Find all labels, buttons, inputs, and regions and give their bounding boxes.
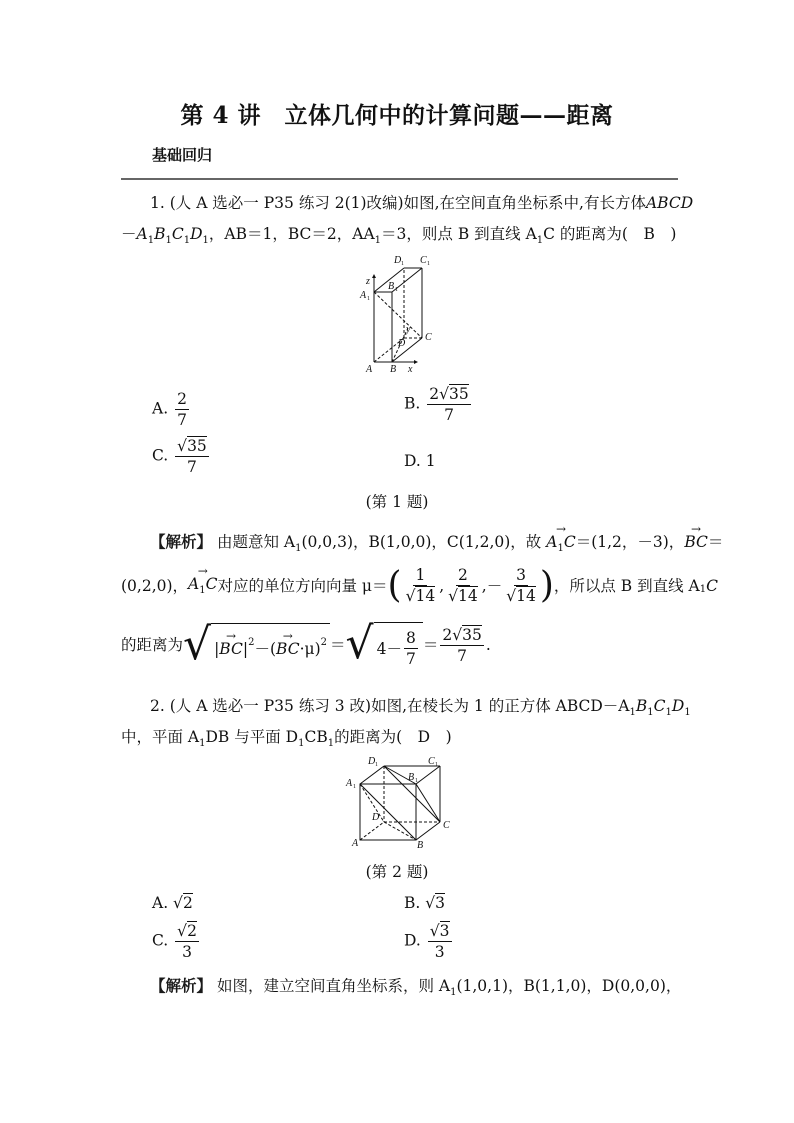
label-A1-sub: 1 xyxy=(367,296,370,302)
q2-line2: 中，平面 $A_1DB$ 与平面 $D_1CB_1$的距离为( D ) xyxy=(121,728,452,749)
label-C1: C xyxy=(420,255,427,266)
svg-text:B: B xyxy=(408,772,415,783)
q1-figure xyxy=(358,250,448,376)
svg-text:B: B xyxy=(417,840,424,850)
q1-option-d: D. 1 xyxy=(404,452,436,470)
label-C1-sub: 1 xyxy=(427,261,430,267)
section-heading: 基础回归 xyxy=(152,146,213,164)
q2-option-a: A. √2 xyxy=(152,894,193,912)
q2-analysis: 【解析】 如图，建立空间直角坐标系，则 $A_1(1,0,1)$，B(1,1,0)，D(0,0,0)， xyxy=(150,976,682,998)
label-C: C xyxy=(425,332,432,343)
q1-option-b: B. $\frac{2√35}{7}$ xyxy=(404,385,469,424)
q2-line1: 2. (人 A 选必一 P35 练习 3 改)如图,在棱长为 1 的正方体 $ABCD-A_1B_1C_1D_1$ xyxy=(150,697,691,718)
label-D1: D xyxy=(394,255,402,266)
q1-analysis-line3: 的距离为 √ | → BC | 2 －( → BC ·μ ) 2 ＝ √ 4－ $\frac{8}{7}$ ＝ $\frac{2√35}{7}$ . xyxy=(121,622,491,668)
label-y: y xyxy=(406,324,411,335)
q1-caption: (第 1 题) xyxy=(365,493,429,511)
q1-line2: $-A_1B_1C_1D_1$，AB＝1，BC＝2，$AA_1=3$，则点 B 到直线 $A_1C$ 的距离为( B ) xyxy=(121,225,677,246)
svg-text:1: 1 xyxy=(415,778,418,784)
q2-figure xyxy=(344,754,450,850)
svg-text:C: C xyxy=(428,756,435,767)
q2-caption: (第 2 题) xyxy=(365,863,429,881)
page-title: 第 4 讲 立体几何中的计算问题——距离 xyxy=(180,102,614,129)
label-A: A xyxy=(366,364,373,375)
svg-text:1: 1 xyxy=(375,762,378,768)
svg-text:1: 1 xyxy=(353,784,356,790)
q1-option-c: C. $\frac{√35}{7}$ xyxy=(152,437,207,476)
q1-analysis-line2: (0,2,0)， → $A_1C$ 对应的单位方向向量 μ＝ ( $\frac{1}{√14}$ , $\frac{2}{√14}$ , － $\frac{3}{√14}$ ) ，所以点 B 到直线 A 1 C xyxy=(121,566,718,605)
svg-text:D: D xyxy=(368,756,376,767)
svg-text:A: A xyxy=(346,778,353,789)
q1-line1: 1. (人 A 选必一 P35 练习 2(1)改编)如图,在空间直角坐标系中,有长方体ABCD xyxy=(150,194,694,212)
label-B1: B xyxy=(388,281,395,292)
q1-analysis-line1: 【解析】 由题意知 $A_1(0,0,3)$，B(1,0,0)，C(1,2,0)，故 → $A_1C=(1,2$，－3)，→ BC＝ xyxy=(150,532,723,555)
label-A1: A xyxy=(360,290,367,301)
q2-option-c: C. $\frac{√2}{3}$ xyxy=(152,922,197,961)
label-x: x xyxy=(408,364,413,375)
label-z: z xyxy=(366,276,370,287)
svg-text:1: 1 xyxy=(435,762,438,768)
q2-option-d: D. $\frac{√3}{3}$ xyxy=(404,922,450,961)
q1-option-a: A. $\frac{2}{7}$ xyxy=(152,390,187,429)
label-D: D xyxy=(398,338,406,349)
label-B: B xyxy=(390,364,397,375)
label-B1-sub: 1 xyxy=(395,287,398,293)
svg-text:D: D xyxy=(372,812,380,823)
divider xyxy=(121,178,678,180)
svg-text:A: A xyxy=(352,838,359,849)
svg-text:C: C xyxy=(443,820,450,831)
label-D1-sub: 1 xyxy=(401,261,404,267)
q2-option-b: B. √3 xyxy=(404,894,446,912)
